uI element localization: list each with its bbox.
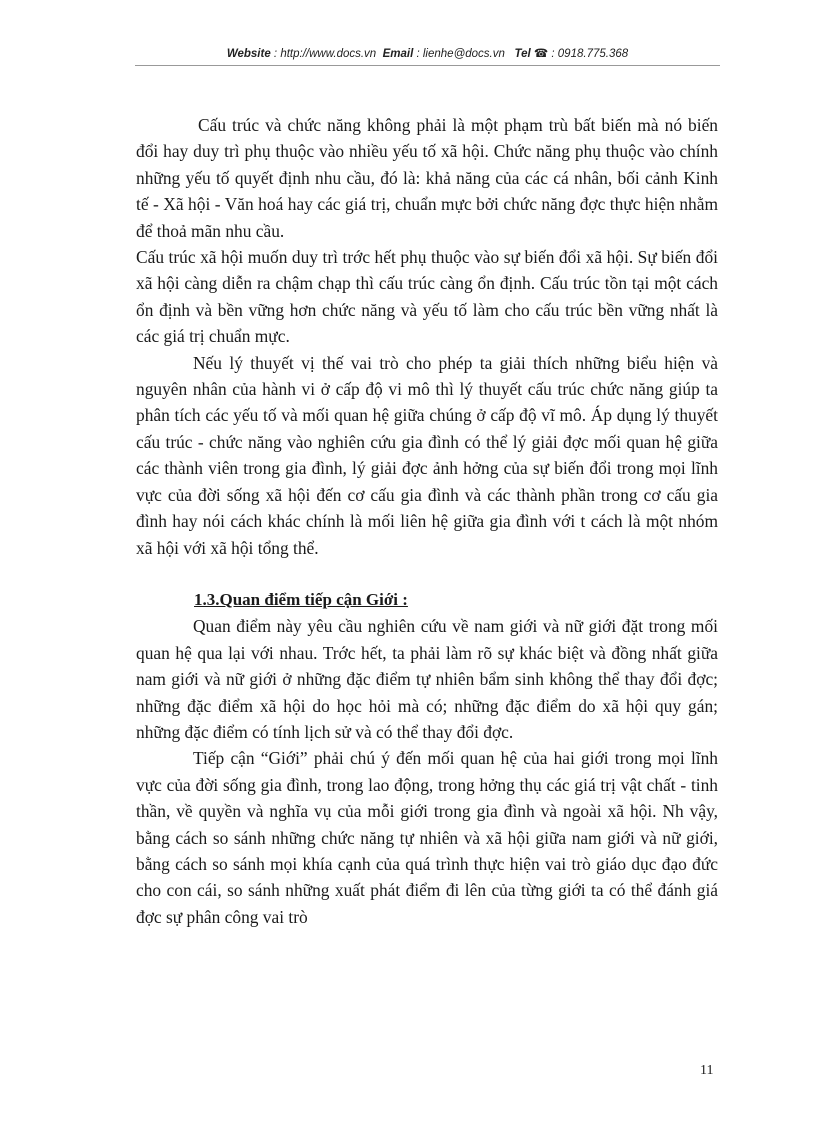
header-divider [135, 65, 720, 66]
email-value[interactable]: lienhe@docs.vn [422, 48, 505, 60]
website-label: Website [226, 48, 271, 60]
paragraph-2: Cấu trúc xã hội muốn duy trì trớc hết phụ thuộc vào sự biến đổi xã hội. Sự biến đổi xã hội càng diễn ra chậm chạp thì cấu trúc càng ổn định. Cấu trúc tồn tại một cách ổn định và bền vững hơn chức năng và yếu tố làm cho cấu trúc bền vững nhất là các giá trị chuẩn mực. [136, 247, 718, 347]
page-header [135, 46, 720, 60]
email-label: Email [382, 48, 414, 60]
section-heading: 1.3.Quan điểm tiếp cận Giới : [194, 589, 408, 609]
page-number: 11 [700, 1063, 714, 1078]
phone-icon: ☎ [533, 48, 549, 60]
website-separator: : [270, 48, 281, 60]
tel-value: : 0918.775.368 [548, 48, 629, 60]
paragraph-4: Quan điểm này yêu cầu nghiên cứu về nam giới và nữ giới đặt trong mối quan hệ qua lại với nhau. Trớc hết, ta phải làm rõ sự khác biệt và đồng nhất giữa nam giới và nữ giới ở những đặc điểm tự nhiên bẩm sinh không thể thay đổi đợc; những đặc điểm xã hội do học hỏi mà có; những đặc điểm do xã hội quy gán; những đặc điểm có tính lịch sử và có thể thay đổi đợc. [136, 616, 718, 742]
tel-label: Tel [514, 48, 531, 60]
paragraph-1: Cấu trúc và chức năng không phải là một phạm trù bất biến mà nó biến đổi hay duy trì phụ thuộc vào nhiều yếu tố xã hội. Chức năng phụ thuộc vào chính những yếu tố quyết định nhu cầu, đó là: khả năng của các cá nhân, bối cảnh Kinh tế - Xã hội - Văn hoá hay các giá trị, chuẩn mực bởi chức năng đợc thực hiện nhằm để thoả mãn nhu cầu. [136, 115, 718, 241]
paragraph-5: Tiếp cận “Giới” phải chú ý đến mối quan hệ của hai giới trong mọi lĩnh vực của đời sống gia đình, trong lao động, trong hởng thụ các giá trị vật chất - tinh thần, về quyền và nghĩa vụ của mỗi giới trong gia đình và ngoài xã hội. Nh vậy, bằng cách so sánh những chức năng tự nhiên và xã hội giữa nam giới và nữ giới, bằng cách so sánh mọi khía cạnh của quá trình thực hiện vai trò giáo dục đạo đức cho con cái, so sánh những xuất phát điểm đi lên của từng giới ta có thể đánh giá đợc sự phân công vai trò [136, 748, 718, 927]
email-separator: : [413, 48, 423, 60]
paragraph-3: Nếu lý thuyết vị thế vai trò cho phép ta giải thích những biểu hiện và nguyên nhân của hành vi ở cấp độ vi mô thì lý thuyết cấu trúc chức năng giúp ta phân tích các yếu tố và mối quan hệ giữa chúng ở cấp độ vĩ mô. Áp dụng lý thuyết cấu trúc - chức năng vào nghiên cứu gia đình có thể lý giải đợc mối quan hệ giữa các thành viên trong gia đình, lý giải đợc ảnh hởng của sự biến đổi trong mọi lĩnh vực của đời sống xã hội đến cơ cấu gia đình và các thành phần trong cơ cấu gia đình hay nói cách khác chính là mối liên hệ giữa gia đình với t cách là một nhóm xã hội với xã hội tổng thể. [136, 352, 718, 558]
document-body [136, 112, 718, 930]
website-url[interactable]: http://www.docs.vn [280, 48, 377, 60]
